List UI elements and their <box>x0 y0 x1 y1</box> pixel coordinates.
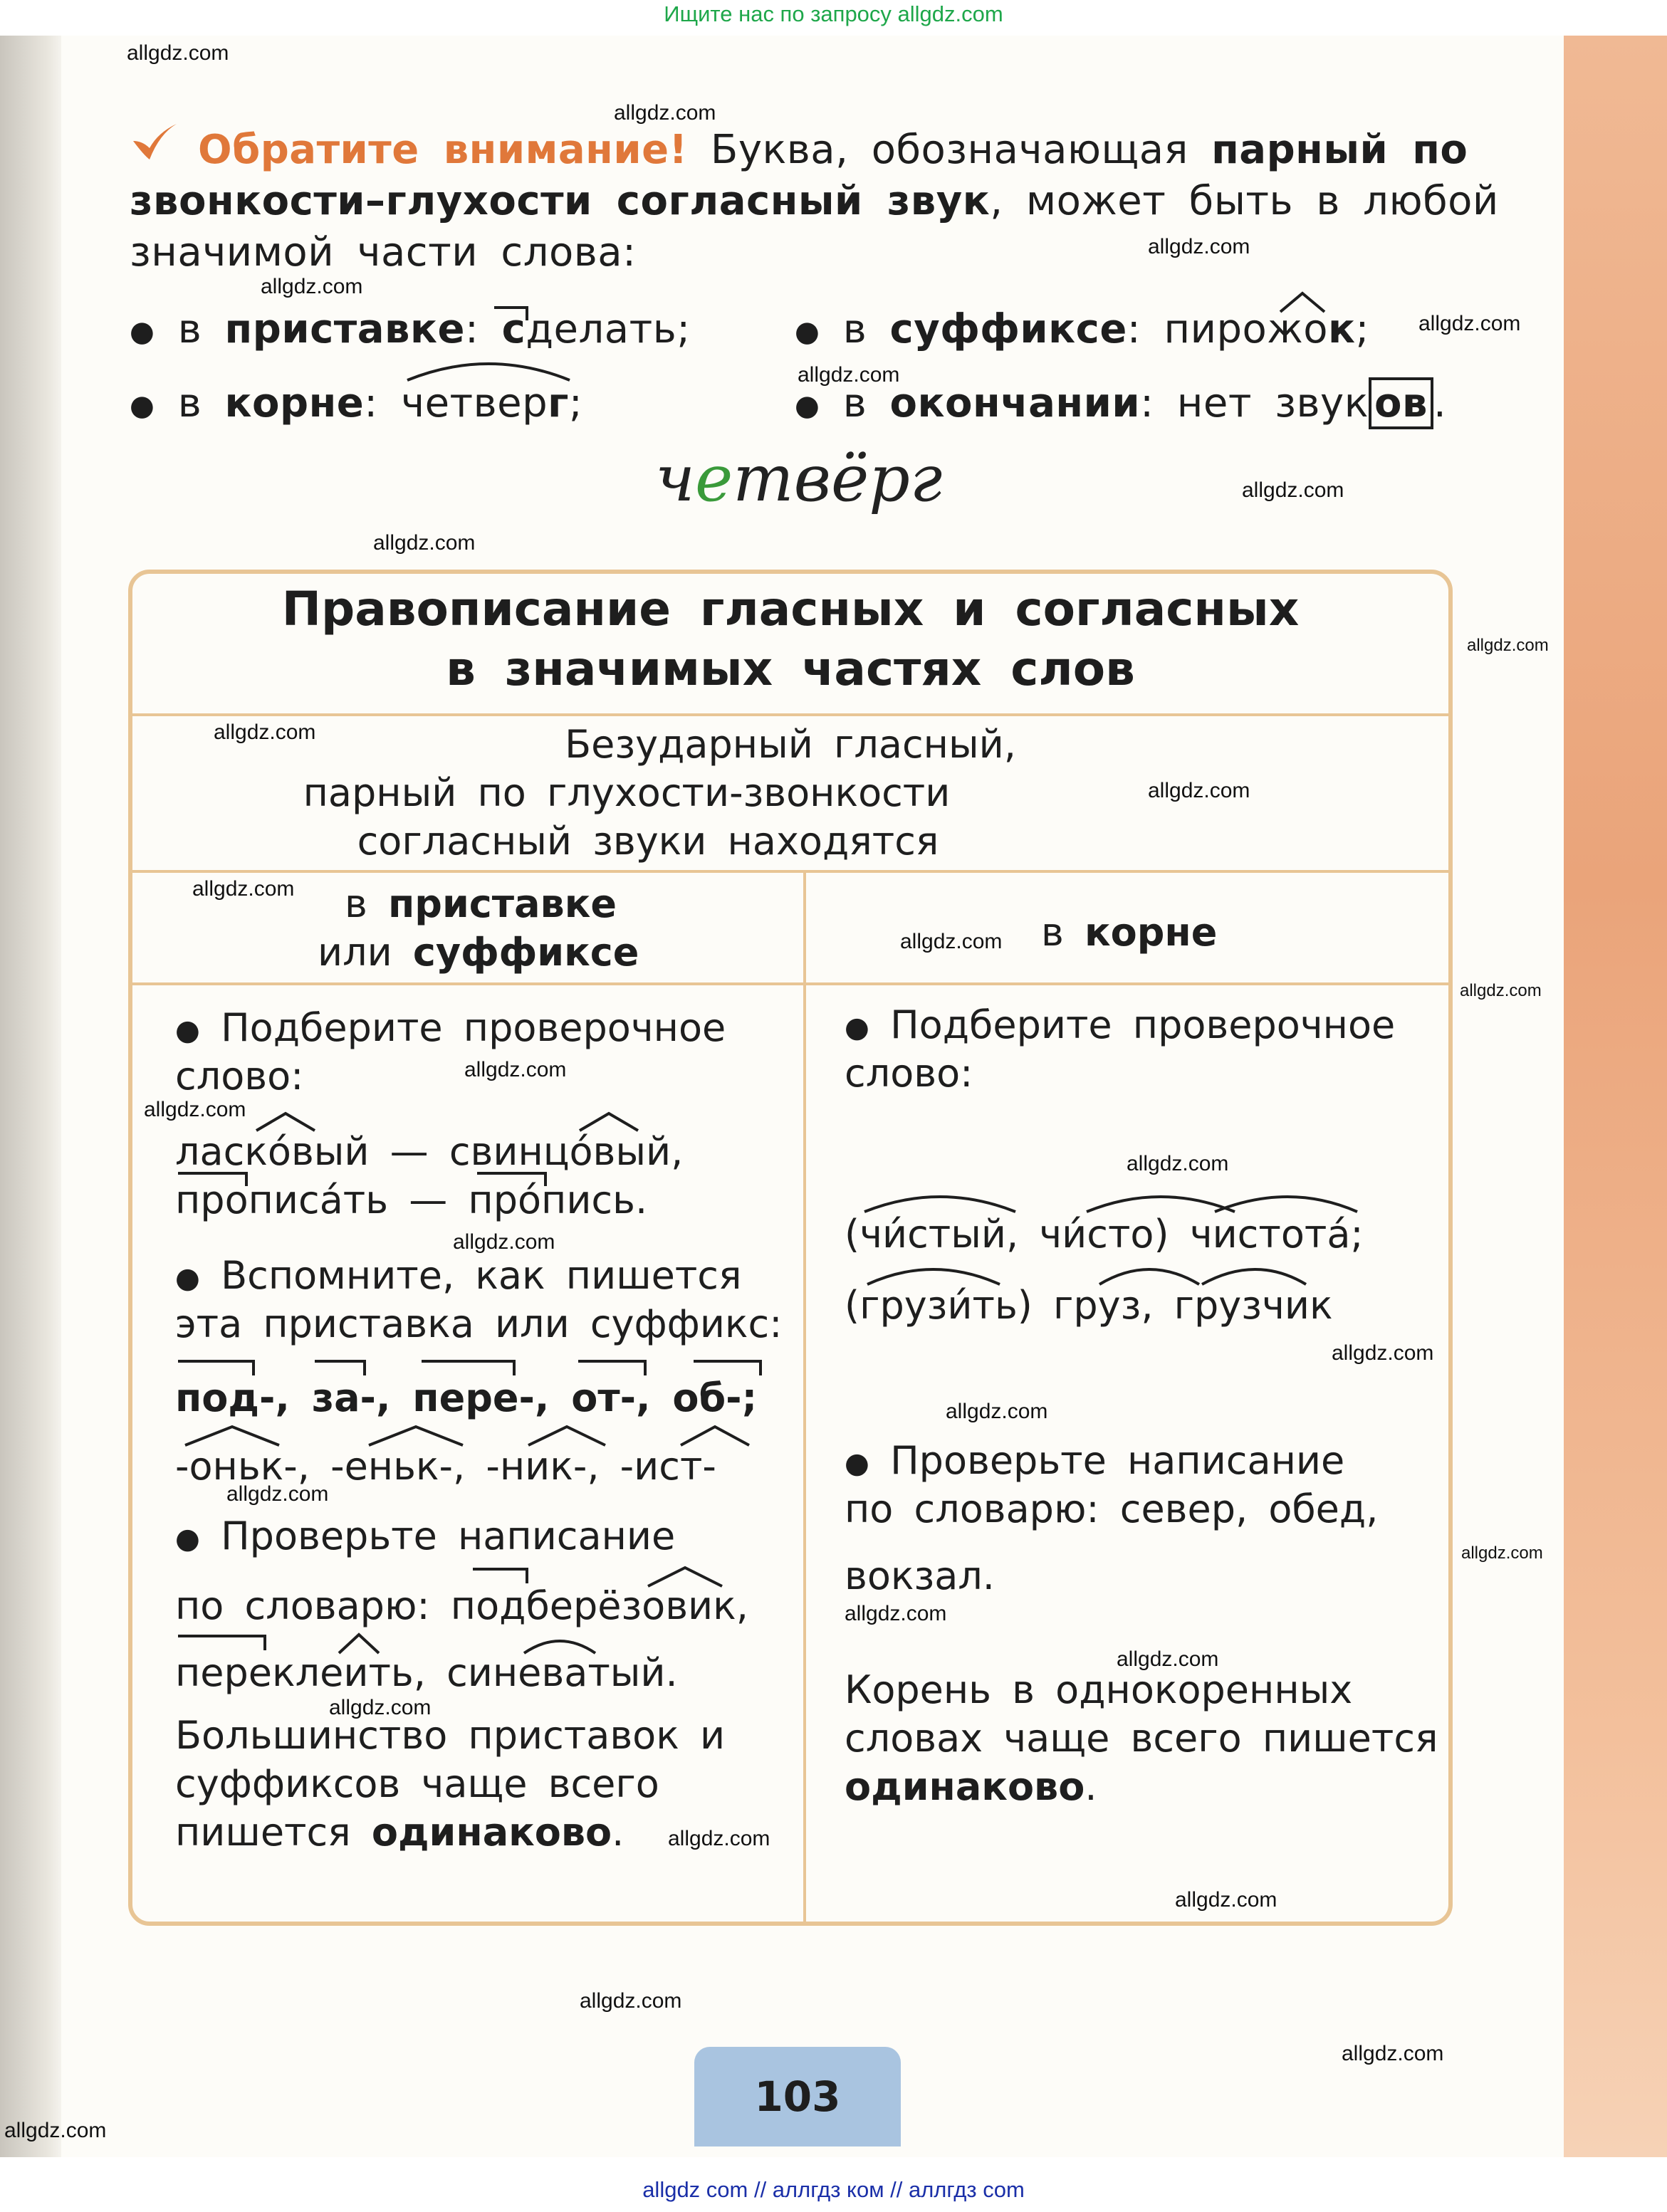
prefix-mark-icon <box>175 1168 254 1189</box>
suffix-mark-icon <box>254 1109 318 1133</box>
table-title-line-2: в значимых частях слов <box>446 641 1135 696</box>
left-bullet-1: ● Подберите проверочное <box>175 1005 726 1050</box>
attention-heading: Обратите внимание! <box>198 127 688 173</box>
root-arc-icon <box>403 355 574 383</box>
prefix-marks-icon <box>175 1356 802 1378</box>
root-arcs-icon <box>862 1186 1360 1215</box>
suffix-marks-icon <box>182 1421 795 1450</box>
example-prefix: ● в приставке: сделать; <box>130 306 691 352</box>
right-example-2: (грузи́ть) груз, грузчик <box>845 1283 1333 1328</box>
right-bullet-1-line-2: слово: <box>845 1051 973 1096</box>
left-bullet-3-line-2: по словарю: подберёзовик, <box>175 1583 748 1628</box>
watermark: allgdz.com <box>614 101 716 125</box>
left-summary-3: пишется одинаково. <box>175 1810 625 1855</box>
watermark: allgdz.com <box>373 531 476 555</box>
watermark: allgdz.com <box>1175 1888 1277 1912</box>
header-line-2: парный по глухости-звонкости <box>303 770 951 815</box>
example-root: ● в корне: четверг; <box>130 380 583 426</box>
suffix-mark-icon <box>577 1109 641 1133</box>
divider <box>128 870 1453 873</box>
divider <box>128 982 1453 985</box>
watermark: allgdz.com <box>1242 478 1344 502</box>
note-text: Буква, обозначающая <box>710 127 1188 173</box>
adjacent-page-edge <box>1564 36 1667 2157</box>
watermark: allgdz.com <box>580 1989 682 2013</box>
left-summary-1: Большинство приставок и <box>175 1713 726 1758</box>
right-example-1: (чи́стый, чи́сто) чистота́; <box>845 1212 1364 1257</box>
prefix-letter: с <box>501 306 526 352</box>
left-summary-2: суффиксов чаще всего <box>175 1761 659 1806</box>
example-suffix: ● в суффиксе: пирожок; <box>795 306 1369 352</box>
word-marks-icon <box>175 1629 617 1657</box>
watermark: allgdz.com <box>946 1400 1048 1423</box>
watermark: allgdz.com <box>261 275 363 298</box>
right-bullet-2-line-2: по словарю: север, обед, <box>845 1487 1379 1531</box>
note-bold: парный по <box>1211 127 1468 173</box>
root-arcs-icon <box>864 1259 1320 1287</box>
note-bold: звонкости–глухости согласный звук <box>130 178 991 224</box>
left-bullet-1-line-2: слово: <box>175 1054 304 1099</box>
column-divider <box>803 871 806 1924</box>
right-summary-1: Корень в однокоренных <box>845 1667 1353 1712</box>
top-banner[interactable]: Ищите нас по запросу allgdz.com <box>664 1 1003 26</box>
right-bullet-2-line-3: вокзал. <box>845 1553 995 1598</box>
watermark: allgdz.com <box>1148 235 1250 258</box>
checkmark-leaf-icon <box>130 120 179 162</box>
watermark: allgdz.com <box>1460 981 1542 1000</box>
table-title-line-1: Правописание гласных и согласных <box>281 582 1300 636</box>
watermark: allgdz.com <box>1467 636 1549 655</box>
right-summary-2: словах чаще всего пишется <box>845 1716 1438 1761</box>
page-number: 103 <box>694 2047 901 2147</box>
prefix-mark-icon <box>491 302 534 323</box>
watermark: allgdz.com <box>1127 1152 1229 1175</box>
watermark: allgdz.com <box>1342 2042 1444 2065</box>
header-line-3: согласный звуки находятся <box>357 819 939 864</box>
left-bullet-3: ● Проверьте написание <box>175 1514 676 1558</box>
right-bullet-2: ● Проверьте написание <box>845 1438 1345 1483</box>
note-line-1 <box>198 125 1468 175</box>
ending-box: ов <box>1369 377 1433 429</box>
watermark: allgdz.com <box>4 2119 107 2142</box>
watermark: allgdz.com <box>127 41 229 65</box>
suffix-mark-icon <box>1277 289 1327 315</box>
watermark: allgdz.com <box>1418 312 1521 335</box>
note-text: , может быть в любой <box>990 178 1499 224</box>
note-line-3: значимой части слова: <box>130 229 637 276</box>
right-summary-3: одинаково. <box>845 1764 1097 1809</box>
suffix-list: -оньк-, -еньк-, -ник-, -ист- <box>175 1444 716 1489</box>
prefix-list: под-, за-, пере-, от-, об-; <box>175 1375 758 1420</box>
left-bullet-3-line-3: переклеить, синеватый. <box>175 1650 678 1695</box>
right-column-header: в корне <box>1041 910 1218 955</box>
watermark: allgdz.com <box>798 363 900 387</box>
prefix-mark-icon <box>474 1168 553 1189</box>
left-column-header-2: или суффиксе <box>318 930 639 975</box>
watermark: allgdz.com <box>226 1482 329 1506</box>
bottom-banner[interactable]: allgdz com // аллгдз ком // аллгдз com <box>642 2177 1025 2202</box>
cursive-word: четвёрг <box>655 441 943 516</box>
watermark: allgdz.com <box>214 720 316 744</box>
word-marks-icon <box>470 1562 769 1590</box>
right-bullet-1: ● Подберите проверочное <box>845 1002 1396 1047</box>
watermark: allgdz.com <box>192 877 295 901</box>
watermark: allgdz.com <box>668 1827 770 1850</box>
book-spine-shadow <box>0 36 68 2157</box>
left-column-header-1: в приставке <box>345 881 617 926</box>
watermark: allgdz.com <box>1332 1341 1434 1365</box>
watermark: allgdz.com <box>464 1058 567 1081</box>
left-example-2: прописа́ть — про́пись. <box>175 1178 648 1222</box>
note-line-2 <box>130 177 1499 226</box>
watermark: allgdz.com <box>453 1230 555 1254</box>
example-ending: ● в окончании: нет звук ов . <box>795 379 1446 431</box>
watermark: allgdz.com <box>900 930 1003 953</box>
header-line-1: Безударный гласный, <box>565 722 1016 767</box>
left-bullet-2: ● Вспомните, как пишется <box>175 1253 742 1298</box>
watermark: allgdz.com <box>144 1098 246 1121</box>
left-example-1: ласко́вый — свинцо́вый, <box>175 1129 684 1174</box>
divider <box>128 713 1453 716</box>
watermark: allgdz.com <box>1461 1543 1543 1563</box>
left-bullet-2-line-2: эта приставка или суффикс: <box>175 1301 783 1346</box>
watermark: allgdz.com <box>329 1696 432 1719</box>
watermark: allgdz.com <box>1117 1647 1219 1671</box>
watermark: allgdz.com <box>845 1602 947 1625</box>
watermark: allgdz.com <box>1148 779 1250 802</box>
